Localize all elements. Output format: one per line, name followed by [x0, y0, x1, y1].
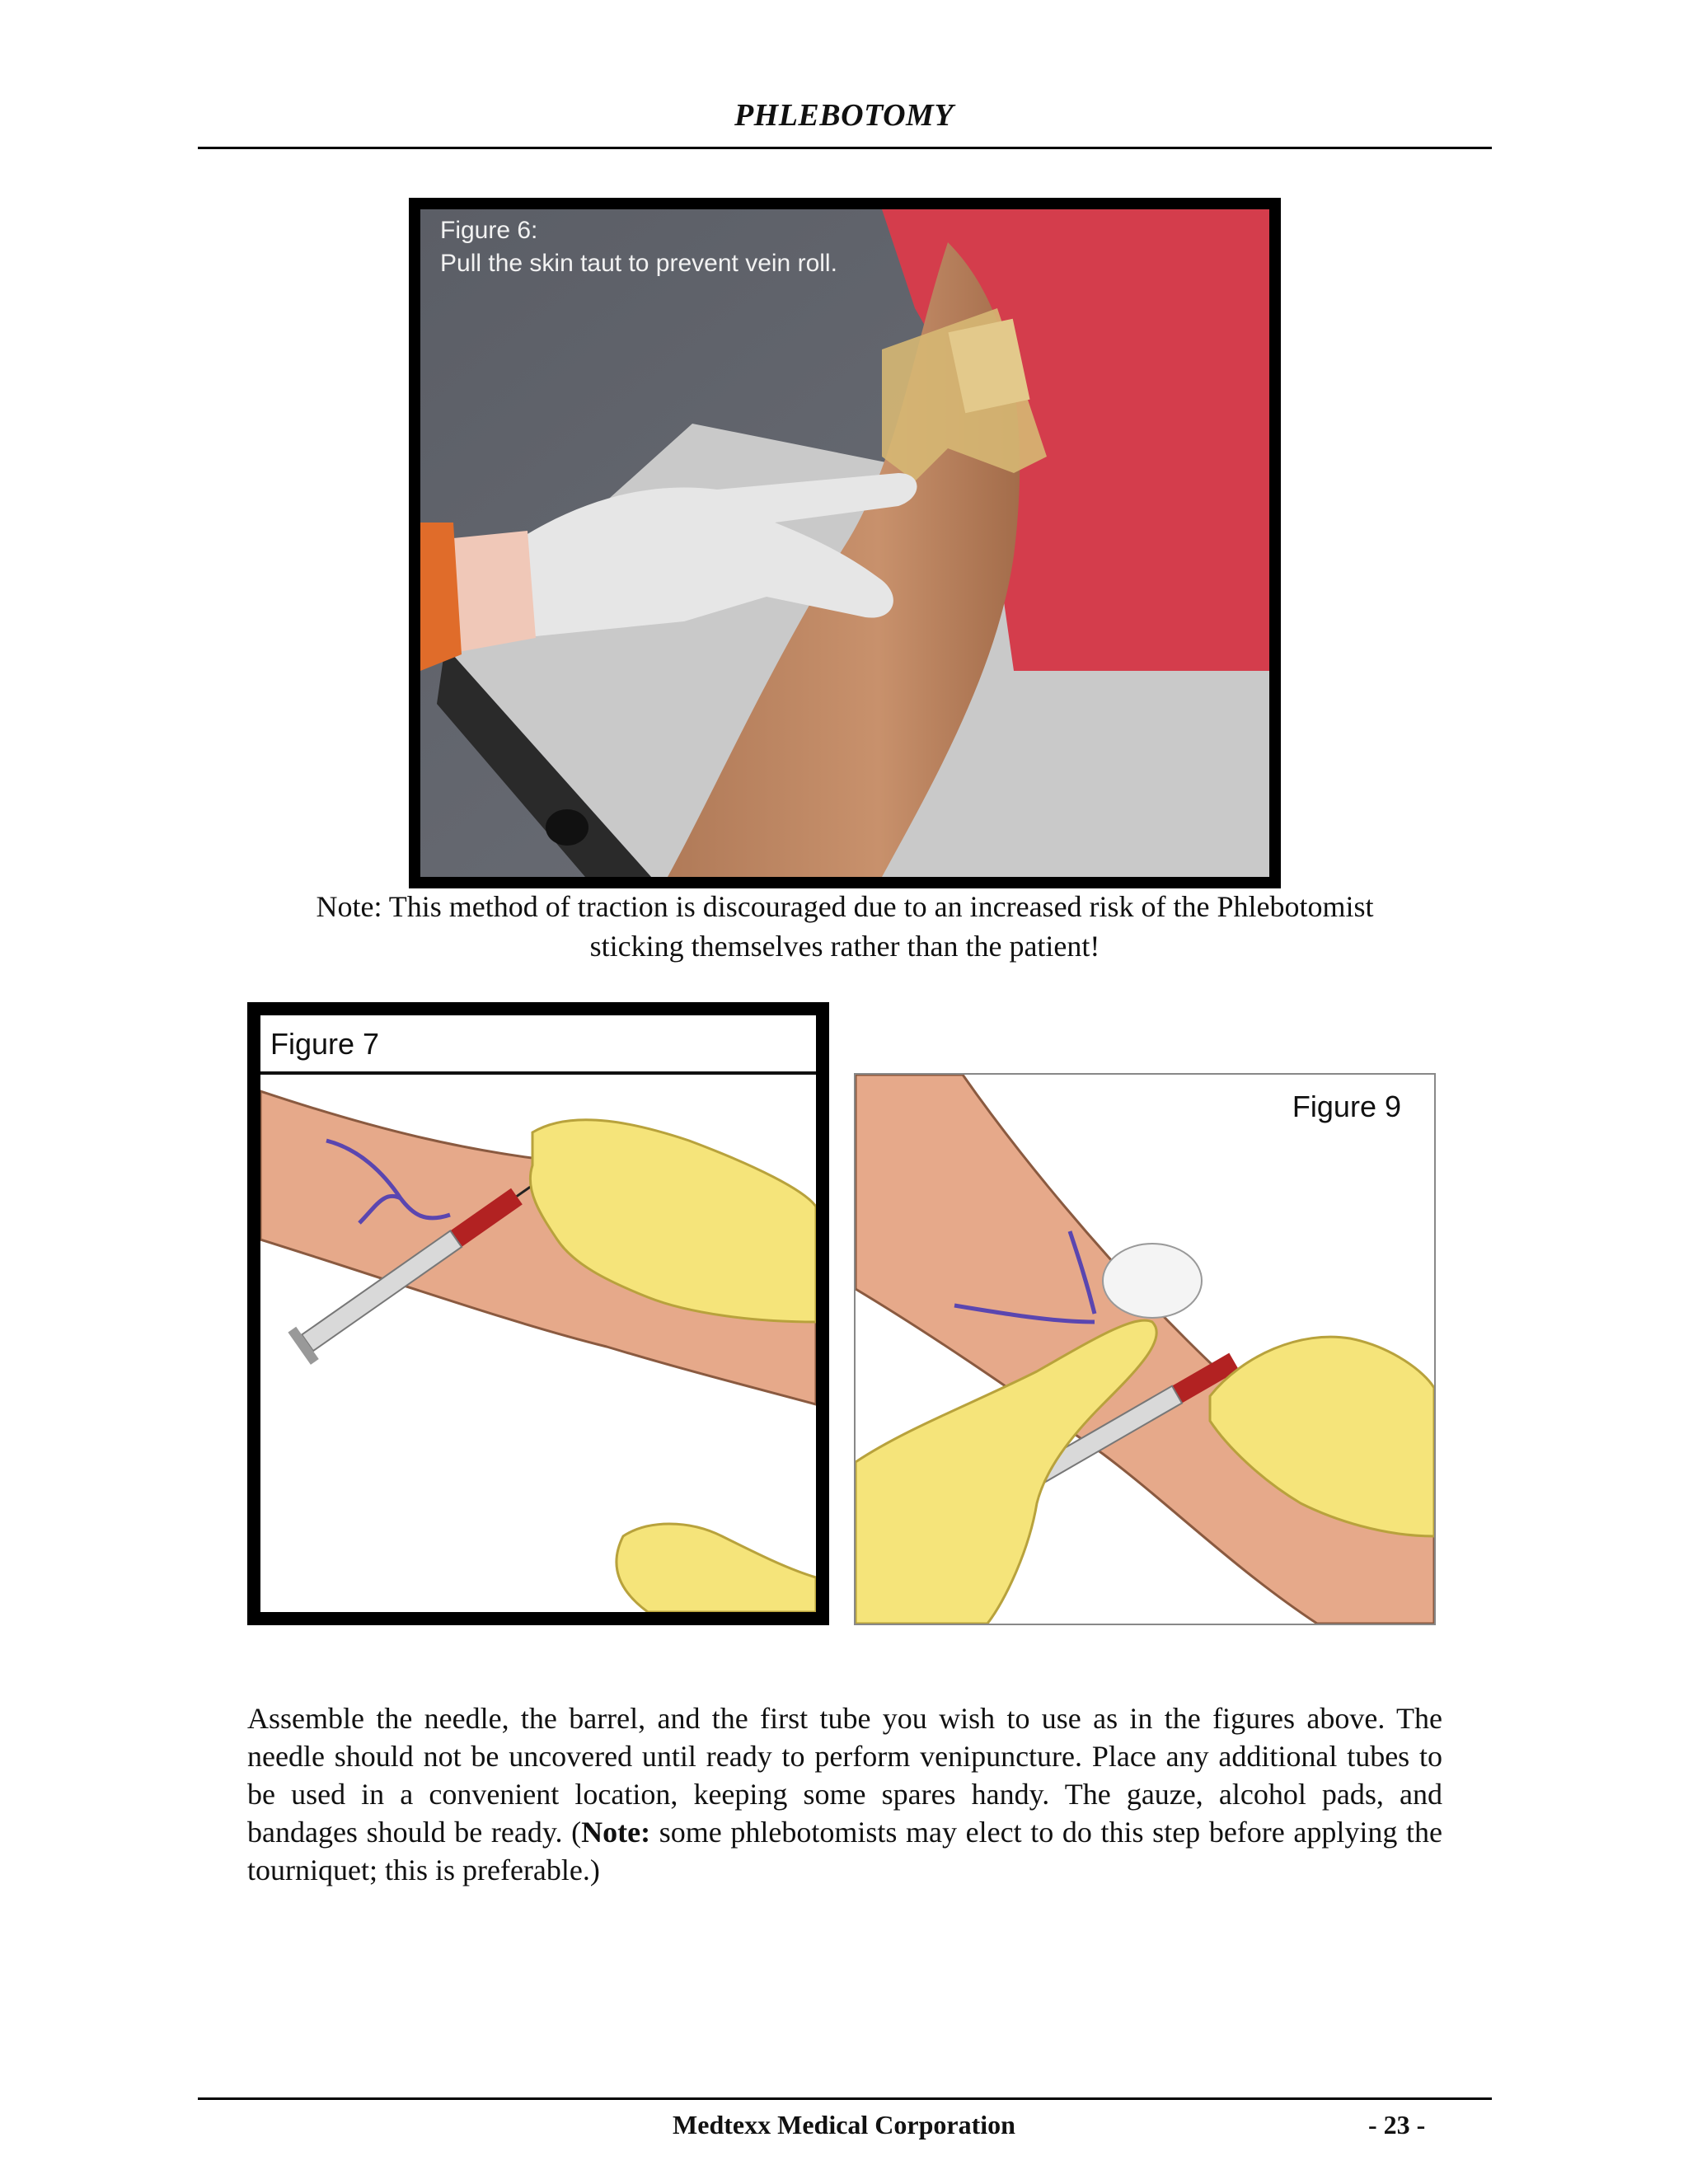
header-rule — [198, 147, 1492, 149]
figure-6-caption-line-1: Figure 6: — [440, 217, 538, 244]
paragraph-text-after: some phlebotomists may elect to do this step before applying the tourniquet; this is preferable.) — [247, 1816, 1443, 1886]
footer-company: Medtexx Medical Corporation — [673, 2110, 1015, 2139]
figure-7 — [247, 1002, 829, 1625]
figure-6-photo — [409, 198, 1281, 888]
figure-9-illustration — [856, 1075, 1434, 1624]
assembly-paragraph — [247, 1699, 1442, 1889]
footer-rule — [198, 2097, 1492, 2100]
traction-note — [247, 887, 1442, 966]
paragraph-text-before: Assemble the needle, the barrel, and the first tube you wish to use as in the figures above. The needle should not be uncovered until ready to perform venipuncture. Place any additional tubes to be used in a convenient location, keeping some spares handy. The gauze, alcohol pads, and bandages should be ready. ( — [247, 1702, 1442, 1849]
paragraph-note-label: Note: — [581, 1816, 651, 1849]
figure-7-caption: Figure 7 — [260, 1015, 816, 1075]
figure-6-illustration — [420, 209, 1269, 877]
figure-9 — [854, 1073, 1436, 1625]
figure-7-inner — [260, 1015, 816, 1612]
figure-7-illustration — [260, 1075, 816, 1612]
figure-6-caption-line-2: Pull the skin taut to prevent vein roll. — [440, 250, 837, 277]
footer-page-number: - 23 - — [1368, 2110, 1426, 2139]
page-header-title: PHLEBOTOMY — [734, 98, 954, 133]
figure-6-caption — [440, 214, 837, 280]
traction-note-line-1: Note: This method of traction is discouraged due to an increased risk of the Phlebotomist — [316, 890, 1374, 923]
figure-9-caption: Figure 9 — [1292, 1090, 1401, 1123]
traction-note-line-2: sticking themselves rather than the patient! — [589, 930, 1100, 963]
